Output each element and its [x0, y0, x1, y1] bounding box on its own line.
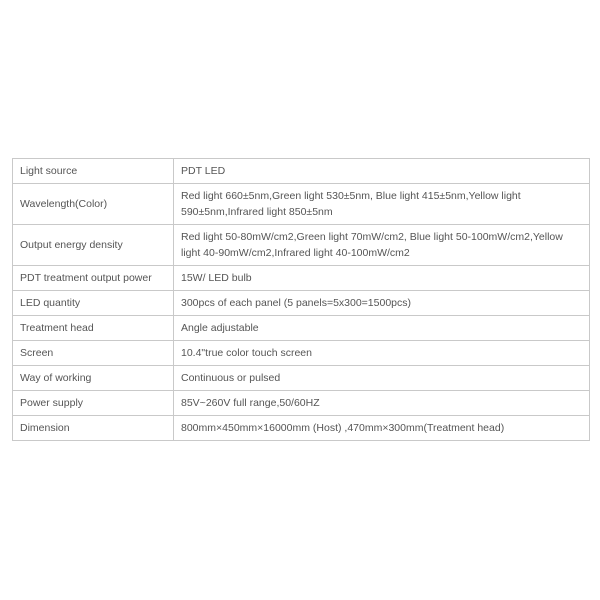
- table-row: [13, 291, 590, 316]
- row-label: Treatment head: [13, 316, 174, 341]
- table-row: [13, 266, 590, 291]
- row-label: Power supply: [13, 391, 174, 416]
- table-row: [13, 159, 590, 184]
- row-label: Light source: [13, 159, 174, 184]
- row-value: 800mm×450mm×16000mm (Host) ,470mm×300mm(Treatment head): [174, 416, 590, 441]
- row-label: Way of working: [13, 366, 174, 391]
- table-row: [13, 366, 590, 391]
- row-label: Wavelength(Color): [13, 184, 174, 225]
- table-row: [13, 341, 590, 366]
- row-label: Dimension: [13, 416, 174, 441]
- row-value: Red light 50-80mW/cm2,Green light 70mW/cm2, Blue light 50-100mW/cm2,Yellow light 40-90mW/cm2,Infrared light 40-100mW/cm2: [174, 225, 590, 266]
- spec-table: [12, 158, 590, 441]
- table-row: [13, 416, 590, 441]
- table-row: [13, 391, 590, 416]
- row-value: 85V~260V full range,50/60HZ: [174, 391, 590, 416]
- row-value: 10.4"true color touch screen: [174, 341, 590, 366]
- table-row: [13, 316, 590, 341]
- row-value: Red light 660±5nm,Green light 530±5nm, Blue light 415±5nm,Yellow light 590±5nm,Infrared light 850±5nm: [174, 184, 590, 225]
- row-value: 15W/ LED bulb: [174, 266, 590, 291]
- table-row: [13, 184, 590, 225]
- row-value: Angle adjustable: [174, 316, 590, 341]
- table-row: [13, 225, 590, 266]
- row-label: PDT treatment output power: [13, 266, 174, 291]
- row-value: 300pcs of each panel (5 panels=5x300=1500pcs): [174, 291, 590, 316]
- row-label: Screen: [13, 341, 174, 366]
- row-value: Continuous or pulsed: [174, 366, 590, 391]
- row-value: PDT LED: [174, 159, 590, 184]
- row-label: LED quantity: [13, 291, 174, 316]
- row-label: Output energy density: [13, 225, 174, 266]
